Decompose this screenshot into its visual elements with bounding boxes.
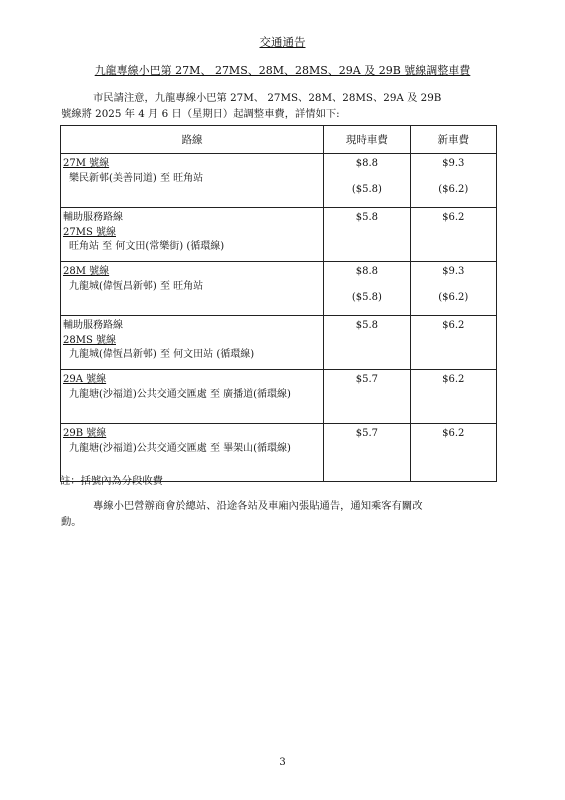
table-row <box>61 262 497 316</box>
new-fare-full: $6.2 <box>442 428 465 439</box>
route-cell <box>61 262 324 316</box>
route-description: 九龍塘(沙福道)公共交通交匯處 至 畢架山(循環線) <box>69 442 291 454</box>
route-cell <box>61 154 324 208</box>
intro-line-1: 市民請注意，九龍專線小巴第 27M、 27MS、28M、28MS、29A 及 29B <box>93 92 442 104</box>
current-fare-section: ($5.8) <box>351 183 382 195</box>
current-fare-full: $8.8 <box>355 266 378 277</box>
current-fare-section: ($5.8) <box>351 291 382 303</box>
header-current-fare: 現時車費 <box>324 126 410 154</box>
route-number: 28MS 號線 <box>63 334 116 346</box>
fare-table-header-row <box>61 126 497 154</box>
current-fare-cell <box>324 262 410 316</box>
fare-table-body <box>61 154 497 482</box>
current-fare-full: $5.8 <box>355 320 378 331</box>
notice-subtitle: 九龍專線小巴第 27M、 27MS、28M、28MS、29A 及 29B 號線調整車費 <box>94 64 471 77</box>
current-fare-full: $5.7 <box>355 374 378 385</box>
closing-line-2: 動。 <box>61 516 82 528</box>
fare-note: 註：括號內為分段收費 <box>60 475 163 487</box>
intro-line-2: 號線將 2025 年 4 月 6 日（星期日）起調整車費，詳情如下: <box>61 108 340 120</box>
new-fare-cell <box>410 262 496 316</box>
route-description: 樂民新邨(美善同道) 至 旺角站 <box>69 172 204 184</box>
table-row <box>61 370 497 424</box>
route-cell <box>61 316 324 370</box>
current-fare-full: $5.8 <box>355 212 378 223</box>
route-description: 九龍城(偉恆昌新邨) 至 何文田站 (循環線) <box>69 349 255 360</box>
route-description: 九龍城(偉恆昌新邨) 至 旺角站 <box>69 280 204 292</box>
current-fare-cell <box>324 154 410 208</box>
route-number: 27M 號線 <box>63 158 110 169</box>
current-fare-cell <box>324 208 410 262</box>
current-fare-full: $5.7 <box>355 428 378 439</box>
current-fare-cell <box>324 370 410 424</box>
route-number: 29A 號線 <box>63 374 107 385</box>
closing-paragraph <box>61 498 501 530</box>
new-fare-cell <box>410 208 496 262</box>
fare-spacer <box>324 172 409 183</box>
closing-line-1: 專線小巴營辦商會於總站、沿途各站及車廂內張貼通告，通知乘客有關改 <box>93 500 423 512</box>
new-fare-cell <box>410 316 496 370</box>
page-number: 3 <box>279 757 286 768</box>
new-fare-cell <box>410 370 496 424</box>
header-new-fare: 新車費 <box>410 126 496 154</box>
fare-spacer <box>411 280 496 291</box>
new-fare-section: ($6.2) <box>438 183 469 195</box>
new-fare-full: $9.3 <box>442 266 465 277</box>
new-fare-full: $9.3 <box>442 158 465 169</box>
header-route: 路線 <box>61 126 324 154</box>
notice-title: 交通通告 <box>259 35 306 49</box>
new-fare-full: $6.2 <box>442 212 465 223</box>
route-number: 29B 號線 <box>63 428 107 439</box>
route-description: 旺角站 至 何文田(常樂街) (循環線) <box>69 241 225 252</box>
new-fare-full: $6.2 <box>442 374 465 385</box>
new-fare-cell <box>410 154 496 208</box>
new-fare-section: ($6.2) <box>438 291 469 303</box>
current-fare-full: $8.8 <box>355 158 378 169</box>
route-number: 28M 號線 <box>63 266 110 277</box>
table-row <box>61 208 497 262</box>
fare-spacer <box>324 280 409 291</box>
route-service-type: 輔助服務路線 <box>63 212 123 223</box>
intro-paragraph <box>61 90 501 122</box>
current-fare-cell <box>324 316 410 370</box>
fare-table <box>60 125 497 482</box>
route-description: 九龍塘(沙福道)公共交通交匯處 至 廣播道(循環線) <box>69 388 291 400</box>
fare-spacer <box>411 172 496 183</box>
route-number: 27MS 號線 <box>63 226 116 238</box>
new-fare-full: $6.2 <box>442 320 465 331</box>
route-cell <box>61 370 324 424</box>
route-service-type: 輔助服務路線 <box>63 320 123 331</box>
route-cell <box>61 208 324 262</box>
table-row <box>61 154 497 208</box>
current-fare-cell <box>324 424 410 482</box>
new-fare-cell <box>410 424 496 482</box>
table-row <box>61 316 497 370</box>
